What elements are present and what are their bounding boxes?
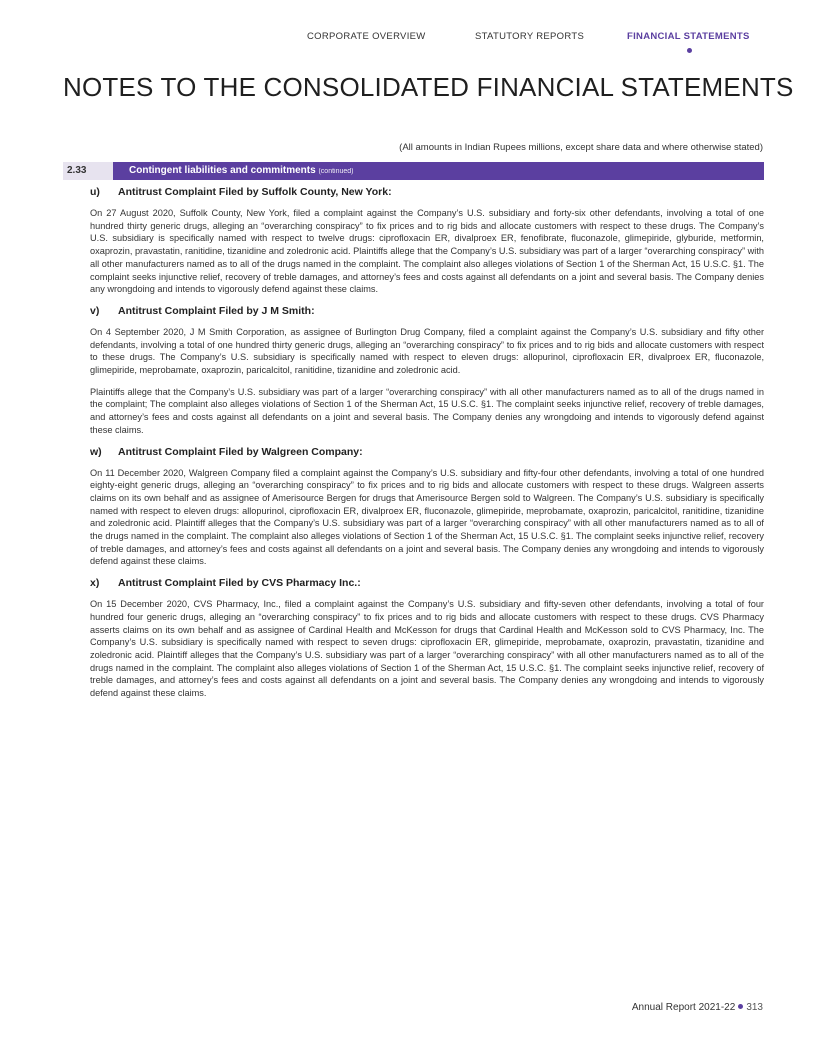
nav-statutory-reports[interactable]: STATUTORY REPORTS bbox=[475, 31, 585, 42]
section-number: 2.33 bbox=[63, 162, 113, 180]
subsection-letter: w) bbox=[90, 445, 102, 458]
paragraph: On 15 December 2020, CVS Pharmacy, Inc., filed a complaint against the Company’s U.S. subsidiary and fifty-seven other defendants, involving a total of four hundred four generic drugs, alleging an “overarching conspiracy” to fix prices and to rig bids and allocate customers with respect to these drugs. CVS Pharmacy asserts claims on its own behalf and as assignee of Cardinal Health and McKesson for drugs that Cardinal Health and McKesson sold to CVS Pharmacy, Inc. The Company’s U.S. subsidiary is specifically named with respect to seven drugs: ciprofloxacin ER, glimepiride, meprobamate, oxaprozin, pravastatin, tizanidine and zoledronic acid. Plaintiff alleges that the Company’s U.S. subsidiary was part of a larger “overarching conspiracy” with all other manufacturers named as to all of the drugs named in the complaint. The complaint also alleges violations of Section 1 of the Sherman Act, 15 U.S.C. §1. The complaint seeks injunctive relief, recovery of treble damages, and attorney’s fees and costs against all defendants on a joint and several basis. The Company denies any wrongdoing and intends to vigorously defend against these claims. bbox=[90, 599, 764, 699]
subsection-letter: v) bbox=[90, 304, 100, 317]
subsection-cvs-pharmacy bbox=[90, 577, 764, 700]
subsection-heading bbox=[90, 446, 764, 458]
paragraph: On 11 December 2020, Walgreen Company filed a complaint against the Company’s U.S. subsidiary and fifty-four other defendants, involving a total of one hundred eighty-eight generic drugs, alleging an “overarching conspiracy” to fix prices and to rig bids and allocate customers with respect to these drugs. Walgreen asserts claims on its own behalf and as assignee of Amerisource Bergen for drugs that Amerisource Bergen sold to Walgreen. The Company’s U.S. subsidiary is specifically named with respect to eleven drugs: allopurinol, ciprofloxacin ER, divalproex ER, fluconazole, glimepiride, meprobamate, oxaprozin, paricalcitol, ranitidine, tizanidine and zoledronic acid. Plaintiff alleges that the Company’s U.S. subsidiary was part of a larger “overarching conspiracy” with all other manufacturers named as to all of the drugs named in the complaint. The complaint also alleges violations of Section 1 of the Sherman Act, 15 U.S.C. §1. The complaint seeks injunctive relief, recovery of treble damages, and attorney’s fees and costs against all defendants on a joint and several basis. The Company denies any wrongdoing and intends to vigorously defend against these claims. bbox=[90, 467, 764, 567]
section-title-text: Contingent liabilities and commitments bbox=[129, 165, 316, 176]
subsection-title: Antitrust Complaint Filed by J M Smith: bbox=[118, 304, 315, 317]
subsection-heading bbox=[90, 186, 764, 198]
subsection-walgreen bbox=[90, 446, 764, 569]
active-nav-indicator-dot bbox=[687, 48, 692, 53]
subsection-letter: u) bbox=[90, 186, 100, 198]
section-title bbox=[113, 162, 764, 180]
page-title: NOTES TO THE CONSOLIDATED FINANCIAL STATEMENTS bbox=[63, 72, 794, 102]
subsection-letter: x) bbox=[90, 577, 100, 590]
paragraph: On 27 August 2020, Suffolk County, New York, filed a complaint against the Company’s U.S. subsidiary and forty-six other defendants, involving a total of one hundred thirty generic drugs, alleging an “overarching conspiracy” to fix prices and to rig bids and allocate customers with respect to these drugs. The Company’s U.S. subsidiary is specifically named with respect to twelve drugs: ciprofloxacin ER, divalproex ER, fenofibrate, fluconazole, glimepiride, glyburide, metformin, oxaprozin, pravastatin, ranitidine, tizanidine and zoledronic acid. Plaintiffs allege that the Company’s U.S. subsidiary was part of a larger “overarching conspiracy” with all other manufacturers named as to all of the drugs named in the complaint. The complaint also alleges violations of Section 1 of the Sherman Act, 15 U.S.C. §1. The complaint seeks injunctive relief, recovery of treble damages, and attorney’s fees and costs against all defendants on a joint and several basis. The Company denies any wrongdoing and intends to vigorously defend against these claims. bbox=[90, 208, 764, 295]
subsection-jm-smith bbox=[90, 305, 764, 437]
page-footer bbox=[632, 1002, 763, 1013]
subsection-heading bbox=[90, 305, 764, 317]
notes-content bbox=[90, 186, 764, 709]
top-navigation bbox=[0, 31, 820, 55]
footer-dot-separator bbox=[738, 1004, 743, 1009]
page-number: 313 bbox=[746, 1002, 763, 1013]
section-header-bar bbox=[63, 162, 764, 180]
nav-financial-statements[interactable]: FINANCIAL STATEMENTS bbox=[627, 31, 750, 42]
paragraph: Plaintiffs allege that the Company’s U.S. subsidiary was part of a larger “overarching conspiracy” with all other manufacturers named as to all of the drugs named in the complaint; The complaint also alleges violations of Section 1 of the Sherman Act, 15 U.S.C. §1. The complaint seeks injunctive relief, recovery of treble damages, and attorney’s fees and costs against all defendants on a joint and several basis. The Company denies any wrongdoing and intends to vigorously defend against these claims. bbox=[90, 386, 764, 435]
amounts-note: (All amounts in Indian Rupees millions, except share data and where otherwise stated) bbox=[399, 142, 763, 153]
subsection-suffolk-county bbox=[90, 186, 764, 296]
section-continued-tag: (continued) bbox=[318, 168, 354, 175]
subsection-title: Antitrust Complaint Filed by Suffolk County, New York: bbox=[118, 186, 392, 198]
report-name: Annual Report 2021-22 bbox=[631, 1002, 736, 1013]
subsection-title: Antitrust Complaint Filed by CVS Pharmacy Inc.: bbox=[118, 577, 361, 590]
paragraph: On 4 September 2020, J M Smith Corporation, as assignee of Burlington Drug Company, filed a complaint against the Company’s U.S. subsidiary and fifty other defendants, involving a total of one hundred thirty generic drugs, alleging an “overarching conspiracy” to fix prices and to rig bids and allocate customers with respect to these drugs. The Company’s U.S. subsidiary is specifically named with respect to eleven drugs: allopurinol, ciprofloxacin ER, divalproex ER, fluconazole, glimepiride, meprobamate, oxaprozin, paricalcitol, ranitidine, tizanidine and zoledronic acid. bbox=[90, 326, 764, 376]
nav-corporate-overview[interactable]: CORPORATE OVERVIEW bbox=[307, 31, 426, 42]
subsection-heading bbox=[90, 577, 764, 589]
subsection-title: Antitrust Complaint Filed by Walgreen Company: bbox=[118, 445, 363, 458]
